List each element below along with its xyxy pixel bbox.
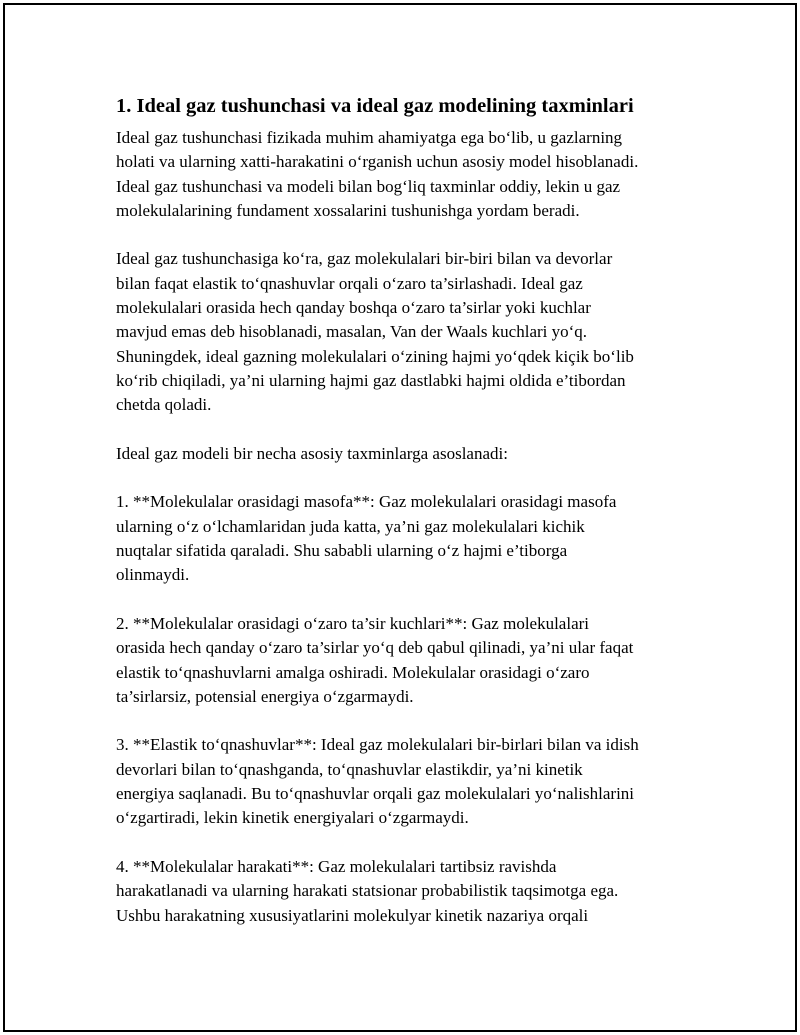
text-line: bilan faqat elastik to‘qnashuvlar orqali o‘zaro ta’sirlashadi. Ideal gaz: [116, 273, 583, 293]
text-line: chetda qoladi.: [116, 395, 212, 415]
text-line: Ideal gaz modeli bir necha asosiy taxminlarga asoslanadi:: [116, 443, 508, 463]
text-line: 4. **Molekulalar harakati**: Gaz molekulalari tartibsiz ravishda: [116, 856, 557, 876]
text-line: 2. **Molekulalar orasidagi o‘zaro ta’sir kuchlari**: Gaz molekulalari: [116, 613, 590, 633]
text-line: nuqtalar sifatida qaraladi. Shu sababli ularning o‘z hajmi e’tiborga: [116, 541, 568, 561]
text-line: elastik to‘qnashuvlarni amalga oshiradi. Molekulalar orasidagi o‘zaro: [116, 662, 590, 682]
text-line: orasida hech qanday o‘zaro ta’sirlar yo‘q deb qabul qilinadi, ya’ni ular faqat: [116, 638, 634, 658]
text-line: olinmaydi.: [116, 565, 190, 585]
text-line: ko‘rib chiqiladi, ya’ni ularning hajmi gaz dastlabki hajmi oldida e’tibordan: [116, 370, 626, 390]
paragraph-intro: [116, 126, 696, 223]
text-line: energiya saqlanadi. Bu to‘qnashuvlar orqali gaz molekulalari yo‘nalishlarini: [116, 784, 635, 804]
list-item-4: [116, 855, 696, 928]
text-line: 3. **Elastik to‘qnashuvlar**: Ideal gaz molekulalari bir-birlari bilan va idish: [116, 735, 639, 755]
text-line: molekulalarining fundament xossalarini tushunishga yordam beradi.: [116, 200, 580, 220]
text-line: holati va ularning xatti-harakatini o‘rganish uchun asosiy model hisoblanadi.: [116, 152, 639, 172]
paragraph-assumptions-intro: [116, 442, 696, 466]
list-item-3: [116, 733, 696, 830]
text-line: Ushbu harakatning xususiyatlarini molekulyar kinetik nazariya orqali: [116, 905, 589, 925]
text-line: ularning o‘z o‘lchamlaridan juda katta, ya’ni gaz molekulalari kichik: [116, 516, 585, 536]
text-line: devorlari bilan to‘qnashganda, to‘qnashuvlar elastikdir, ya’ni kinetik: [116, 759, 583, 779]
text-line: molekulalari orasida hech qanday boshqa o‘zaro ta’sirlar yoki kuchlar: [116, 298, 591, 318]
text-line: harakatlanadi va ularning harakati statsionar probabilistik taqsimotga ega.: [116, 881, 619, 901]
text-line: 1. **Molekulalar orasidagi masofa**: Gaz molekulalari orasidagi masofa: [116, 492, 617, 512]
list-item-2: [116, 612, 696, 709]
paragraph-concept: [116, 247, 696, 417]
text-line: Ideal gaz tushunchasiga ko‘ra, gaz molekulalari bir-biri bilan va devorlar: [116, 249, 613, 269]
document-title: 1. Ideal gaz tushunchasi va ideal gaz modelining taxminlari: [116, 95, 634, 117]
text-line: ta’sirlarsiz, potensial energiya o‘zgarmaydi.: [116, 686, 414, 706]
text-line: Ideal gaz tushunchasi va modeli bilan bog‘liq taxminlar oddiy, lekin u gaz: [116, 176, 621, 196]
text-line: Shuningdek, ideal gazning molekulalari o‘zining hajmi yo‘qdek kiçik bo‘lib: [116, 346, 634, 366]
text-line: Ideal gaz tushunchasi fizikada muhim ahamiyatga ega bo‘lib, u gazlarning: [116, 128, 623, 147]
text-line: mavjud emas deb hisoblanadi, masalan, Van der Waals kuchlari yo‘q.: [116, 322, 588, 342]
list-item-1: [116, 490, 696, 587]
text-line: o‘zgartiradi, lekin kinetik energiyalari o‘zgarmaydi.: [116, 808, 469, 828]
document-body: [116, 92, 696, 952]
